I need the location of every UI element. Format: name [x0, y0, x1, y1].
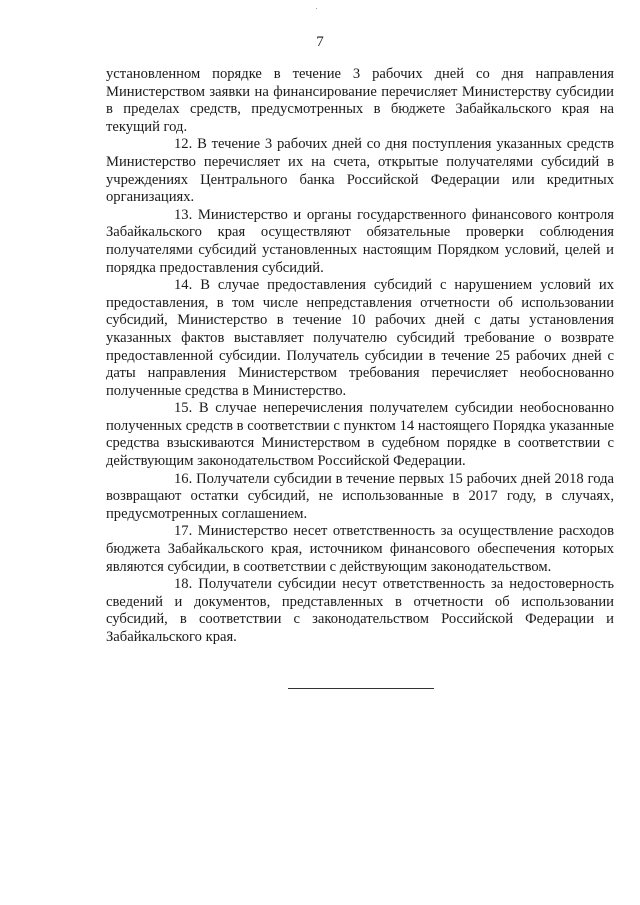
document-body: [106, 66, 614, 647]
paragraph-13: 13. Министерство и органы государственного финансового контроля Забайкальского края осуществляют обязательные проверки соблюдения получателями субсидий установленных настоящим Порядком условий, целей и порядка предоставления субсидий.: [106, 206, 614, 276]
page-number: 7: [316, 34, 324, 50]
paragraph-14: 14. В случае предоставления субсидий с нарушением условий их предоставления, в том числе непредставления отчетности об использовании субсидий, Министерство в течение 10 рабочих дней с даты установления указанных фактов выставляет получателю субсидий требование о возврате предоставленной субсидии. Получатель субсидии в течение 25 рабочих дней с даты направления Министерством требования перечисляет необоснованно полученные средства в Министерство.: [106, 277, 614, 399]
end-separator-line: [288, 688, 434, 689]
paragraph-12: 12. В течение 3 рабочих дней со дня поступления указанных средств Министерство перечисляет их на счета, открытые получателями субсидий в учреждениях Центрального банка Российской Федерации или кредитных организациях.: [106, 136, 614, 206]
paragraph-16: 16. Получатели субсидии в течение первых 15 рабочих дней 2018 года возвращают остатки субсидий, не использованные в 2017 году, в случаях, предусмотренных соглашением.: [106, 470, 614, 522]
paragraph-15: 15. В случае неперечисления получателем субсидии необоснованно полученных средств в соответствии с пунктом 14 настоящего Порядка указанные средства взыскиваются Министерством в судебном порядке в соответствии с действующим законодательством Российской Федерации.: [106, 400, 614, 470]
scan-speck: [316, 8, 317, 9]
paragraph-continuation: установленном порядке в течение 3 рабочих дней со дня направления Министерством заявки на финансирование перечисляет Министерству субсидии в пределах средств, предусмотренных в бюджете Забайкальского края на текущий год.: [106, 66, 614, 135]
paragraph-17: 17. Министерство несет ответственность за осуществление расходов бюджета Забайкальского края, источником финансового обеспечения которых являются субсидии, в соответствии с действующим законодательством.: [106, 523, 614, 575]
paragraph-18: 18. Получатели субсидии несут ответственность за недостоверность сведений и документов, представленных в отчетности об использовании субсидий, в соответствии с законодательством Российской Федерации и Забайкальского края.: [106, 576, 614, 645]
